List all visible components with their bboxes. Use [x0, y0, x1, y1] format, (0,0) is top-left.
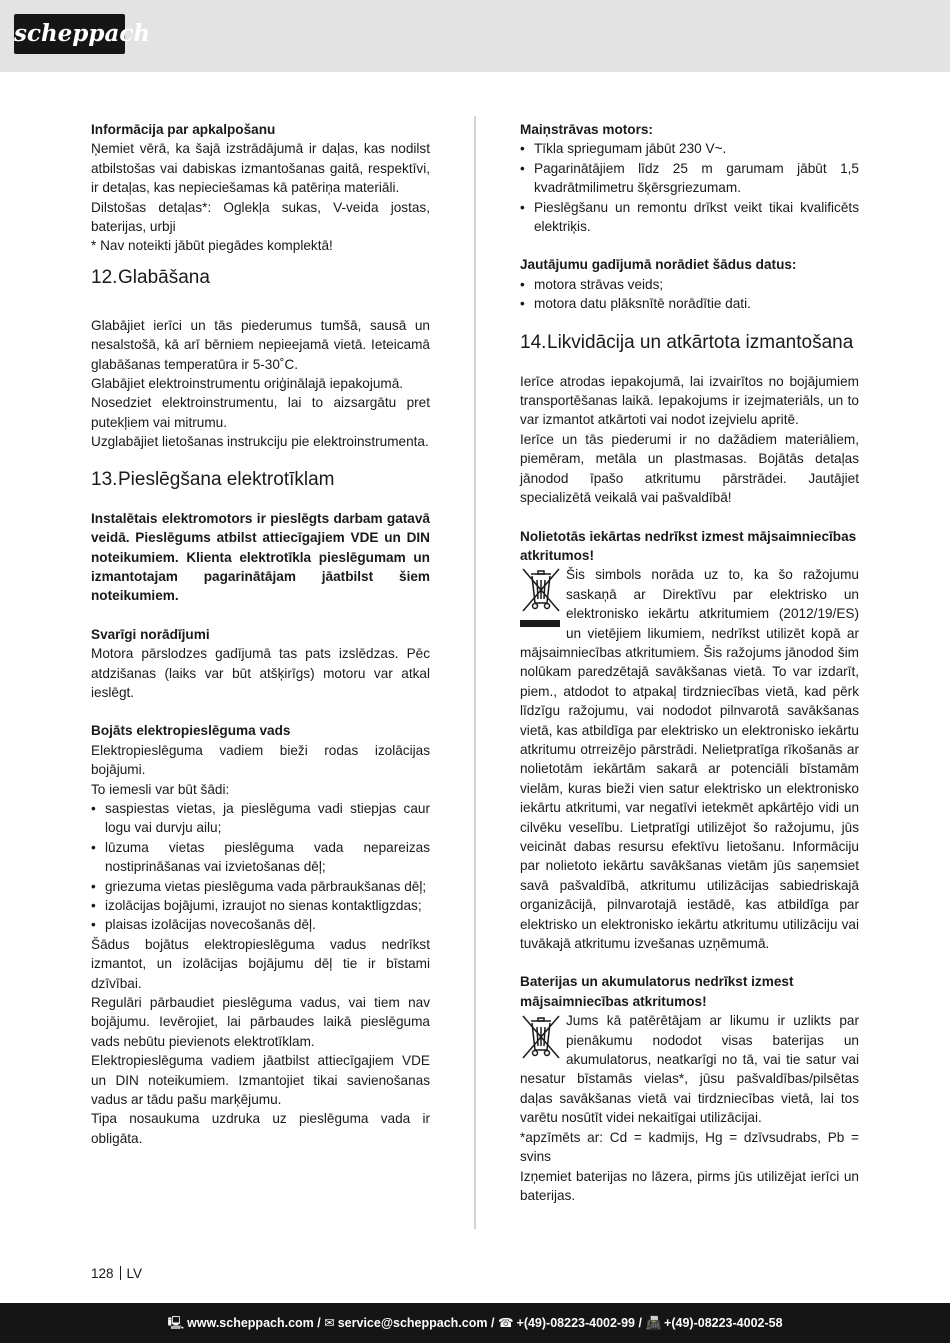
email-link[interactable]: service@scheppach.com: [337, 1316, 488, 1330]
delivery-note: * Nav noteikti jābūt piegādes komplektā!: [91, 238, 333, 254]
computer-icon: 🖳: [167, 1316, 185, 1330]
damaged-cable-title: Bojāts elektropieslēguma vads: [91, 723, 291, 739]
batteries-title: Baterijas un akumulatorus nedrīkst izmest mājsaimniecības atkritumos!: [520, 974, 794, 1009]
service-info-text: Ņemiet vērā, ka šajā izstrādājumā ir daļas, kas nodilst atbilstošas vai dabiskas izmantošanas gaitā, respektīvi, ir detaļas, kas nepieciešamas kā patēriņa materiāli.: [91, 141, 430, 196]
damaged-cable-text: Elektropieslēguma vadiem bieži rodas izolācijas bojājumi.: [91, 742, 430, 778]
storage-paragraph-2: Glabājiet elektroinstrumentu oriģinālajā iepakojumā.: [91, 376, 404, 392]
section-14-title: Likvidācija un atkārtota izmantošana: [547, 331, 854, 353]
fax-icon: 📠: [645, 1316, 662, 1330]
storage-paragraph-3: Nosedziet elektroinstrumentu, lai to aizsargātu pret putekļiem vai mitrumu.: [91, 395, 430, 430]
phone-icon: ☎: [497, 1316, 514, 1330]
questions-title: Jautājumu gadījumā norādiet šādus datus:: [520, 257, 797, 273]
section-12-number: 12.: [91, 266, 118, 288]
storage-paragraph-1: Glabājiet ierīci un tās piederumus tumšā, sausā un nesalstošā, kā arī bērniem nepieejamā vietā. Ieteicamā glabāšanas temperatūra ir 5-30˚C.: [91, 317, 430, 372]
phone-number: +(49)-08223-4002-99: [516, 1316, 636, 1330]
section-13-title: Pieslēgšana elektrotīklam: [118, 468, 335, 490]
website-link[interactable]: www.scheppach.com: [187, 1316, 314, 1330]
list-item: • saspiestas vietas, ja pieslēguma vadi stiepjas caur logu vai durvju ailu;: [91, 799, 430, 838]
weee-title: Nolietotās iekārtas nedrīkst izmest mājsaimniecības atkritumos!: [520, 528, 857, 563]
questions-list: [520, 275, 859, 314]
section-12-title: Glabāšana: [118, 266, 210, 288]
list-item: • izolācijas bojājumi, izraujot no sienas kontaktligzdas;: [91, 896, 430, 915]
weee-bin-icon: [520, 566, 562, 628]
email-icon: ✉: [324, 1316, 335, 1330]
battery-bin-icon: [520, 1013, 562, 1059]
scheppach-logo: scheppach: [14, 14, 125, 54]
section-12-heading: [91, 267, 430, 289]
left-column: [91, 120, 430, 1148]
section-13-number: 13.: [91, 468, 118, 490]
language-code: LV: [126, 1266, 143, 1281]
damaged-cable-reasons: To iemesli var būt šādi:: [91, 781, 230, 797]
column-divider: [474, 116, 476, 1229]
disposal-paragraph-2: Ierīce un tās piederumi ir no dažādiem materiāliem, piemēram, metāla un plastmasas. Bojātās detaļas jānodod īpašo atkritumu pārstrādei. Jautājiet specializētā veikalā vai pašvaldībā!: [520, 431, 859, 506]
important-notes-text: Motora pārslodzes gadījumā tas pats izslēdzas. Pēc atdzišanas (laiks var būt atšķirīgs) motoru var atkal ieslēgt.: [91, 646, 430, 700]
fax-number: +(49)-08223-4002-58: [664, 1316, 783, 1330]
section-14-heading: [520, 332, 859, 354]
contact-bar: [0, 1303, 950, 1343]
damaged-cable-list: [91, 799, 430, 935]
batteries-note: *apzīmēts ar: Cd = kadmijs, Hg = dzīvsudrabs, Pb = svins: [520, 1129, 859, 1165]
list-item: • Pieslēgšanu un remontu drīkst veikt tikai kvalificēts elektriķis.: [520, 198, 859, 237]
list-item: • motora datu plāksnītē norādītie dati.: [520, 294, 859, 313]
section-14-number: 14.: [520, 331, 547, 353]
connection-intro: Instalētais elektromotors ir pieslēgts darbam gatavā veidā. Pieslēgums atbilst attiecīgajiem VDE un DIN noteikumiem. Klienta elektrotīkla pieslēgumam un izmantotajam pagarinātājam jāatbilst šiem noteikumiem.: [91, 510, 430, 604]
weee-text: Šis simbols norāda uz to, ka šo ražojumu saskaņā ar Direktīvu par elektrisko un elektronisko iekārtu atkritumiem (2012/19/ES) un vietējiem likumiem, nedrīkst utilizēt kopā ar mājsaimniecības atkritumiem. Šis ražojums jānodod šim nolūkam paredzētajā savākšanas vietā. To var izdarīt, piem., atdodot to atpakaļ tirdzniecības vietā, kad pērk līdzīgu ražojumu, vai nododot pilnvarotā savākšanas vietā, kas atbildīga par elektrisko un elektronisko iekārtu atkritumu otrreizējo pārstrādi. Nelietpratīga rīkošanās ar nolietotām iekārtām sakarā ar potenciāli bīstamām vielām, kuras bieži vien satur elektrisko un elektronisko iekārtu atkritumi, var negatīvi ietekmēt apkārtējo vidi un cilvēku veselību. Lietpratīgi utilizējot šo ražojumu, jūs veicināt dabas resursu efektīvu lietošanu. Informāciju par nolietoto iekārtu savākšanas vietām jūs saņemsiet savā pašvaldībā, atkritumu utilizācijas sabiedriskajā organizācijā, pilnvarotajā iestādē, kas atbildīga par elektrisko un elektronisko iekārtu atkritumu utilizāciju vai tuvākajā atkritumu izvešanas uzņēmumā.: [520, 567, 859, 952]
list-item: • motora strāvas veids;: [520, 275, 859, 294]
page-separator: [120, 1266, 121, 1280]
page-number: 128: [91, 1266, 114, 1281]
header-bar: [0, 0, 950, 72]
list-item: • griezuma vietas pieslēguma vada pārbraukšanas dēļ;: [91, 877, 430, 896]
damaged-cable-paragraph-4: Tipa nosaukuma uzdruka uz pieslēguma vada ir obligāta.: [91, 1111, 430, 1146]
batteries-text: Jums kā patērētājam ar likumu ir uzlikts par pienākumu nododot visas baterijas un akumulatorus, neatkarīgi no tā, vai tie satur vai nesatur bīstamās vielas*, jūsu pašvaldības/pilsētas daļas savākšanas vietā vai tirdzniecības vietā, lai tos varētu nosūtīt videi nekaitīgai utilizācijai.: [520, 1013, 859, 1126]
ac-motor-title: Maiņstrāvas motors:: [520, 122, 653, 137]
wear-parts-text: Dilstošas detaļas*: Oglekļa sukas, V-veida jostas, baterijas, urbji: [91, 199, 430, 235]
list-item: • Tīkla spriegumam jābūt 230 V~.: [520, 139, 859, 158]
separator: /: [638, 1316, 642, 1330]
damaged-cable-paragraph-3: Elektropieslēguma vadiem jāatbilst attiecīgajiem VDE un DIN noteikumiem. Izmantojiet tikai savienošanas vadus ar tādu pašu marķējumu.: [91, 1053, 430, 1108]
important-notes-title: Svarīgi norādījumi: [91, 626, 210, 642]
batteries-remove: Izņemiet baterijas no lāzera, pirms jūs utilizējat ierīci un baterijas.: [520, 1168, 859, 1203]
separator: /: [317, 1316, 321, 1330]
page-footer-number: [91, 1265, 142, 1283]
list-item: • lūzuma vietas pieslēguma vada nepareizas nostiprināšanas vai izvietošanas dēļ;: [91, 838, 430, 877]
separator: /: [490, 1316, 495, 1330]
list-item: • plaisas izolācijas novecošanās dēļ.: [91, 915, 430, 934]
damaged-cable-paragraph-2: Regulāri pārbaudiet pieslēguma vadus, vai tiem nav bojājumu. Ievērojiet, lai pārbaudes laikā pieslēguma vads nebūtu pievienots elektrotīklam.: [91, 995, 430, 1049]
list-item: • Pagarinātājiem līdz 25 m garumam jābūt 1,5 kvadrātmilimetru šķērsgriezumam.: [520, 159, 859, 198]
storage-paragraph-4: Uzglabājiet lietošanas instrukciju pie elektroinstrumenta.: [91, 434, 429, 450]
ac-motor-list: [520, 139, 859, 236]
damaged-cable-paragraph-1: Šādus bojātus elektropieslēguma vadus nedrīkst izmantot, un izolācijas bojājumu dēļ tie ir bīstami dzīvībai.: [91, 936, 430, 991]
service-info-title: Informācija par apkalpošanu: [91, 122, 276, 137]
disposal-paragraph-1: Ierīce atrodas iepakojumā, lai izvairītos no bojājumiem transportēšanas laikā. Iepakojums ir izejmateriāls, un to var izmantot atkārtoti vai nodot izejvielu apritē.: [520, 373, 859, 428]
right-column: [520, 120, 859, 1205]
section-13-heading: [91, 469, 430, 491]
